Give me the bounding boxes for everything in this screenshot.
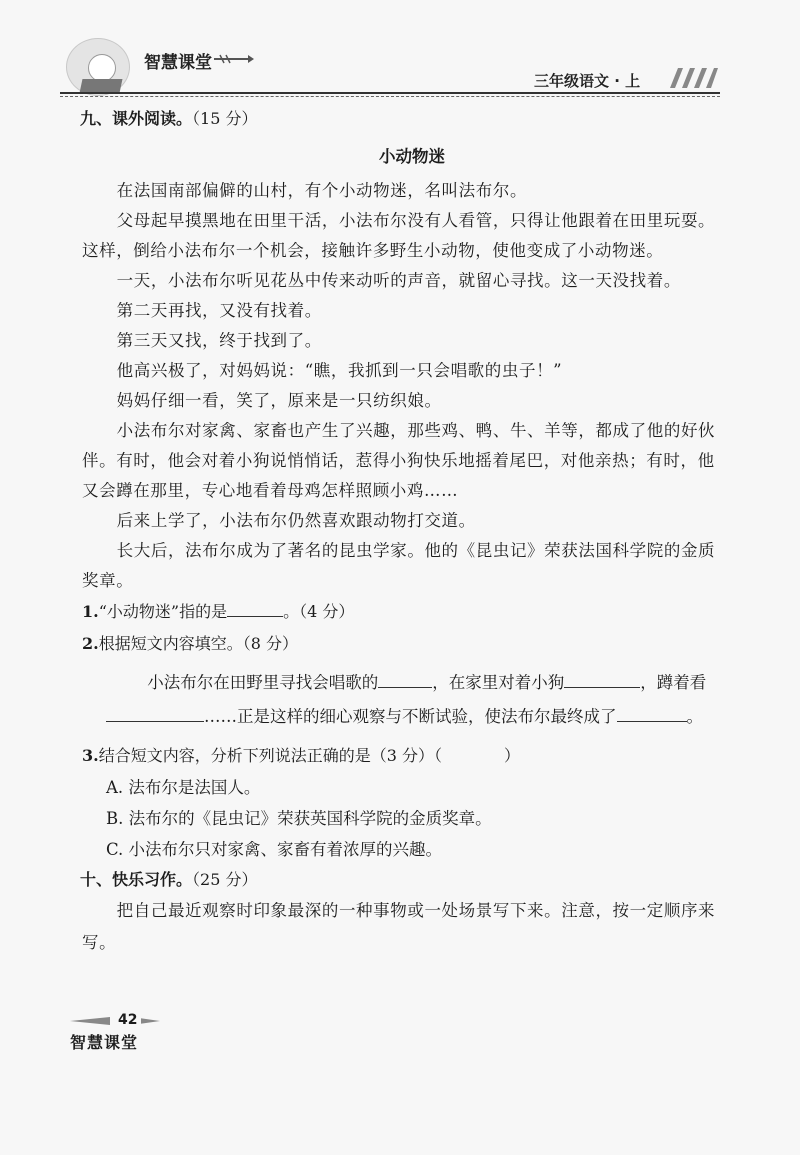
paragraph: 长大后，法布尔成为了著名的昆虫学家。他的《昆虫记》荣获法国科学院的金质奖章。 (82, 541, 716, 590)
page-footer (70, 1012, 180, 1052)
question-1: 1.“小动物迷”指的是 。（4 分） (82, 596, 722, 628)
paragraph: 父母起早摸黑地在田里干活，小法布尔没有人看管，只得让他跟着在田里玩耍。这样，倒给小法布尔一个机会，接触许多野生小动物，使他变成了小动物迷。 (82, 211, 716, 260)
paragraph: 第二天再找，又没有找着。 (116, 301, 322, 320)
question-2: 2.根据短文内容填空。（8 分） (82, 634, 298, 653)
answer-blank-q2-1[interactable] (378, 667, 432, 688)
paragraph: 第三天又找，终于找到了。 (116, 331, 322, 350)
answer-blank-q1[interactable] (227, 596, 283, 617)
footer-brand: 智慧课堂 (70, 1033, 139, 1052)
mascot-logo-icon (66, 38, 130, 96)
option-b[interactable]: B. 法布尔的《昆虫记》荣获英国科学院的金质奖章。 (106, 809, 492, 828)
option-a[interactable]: A. 法布尔是法国人。 (106, 778, 261, 797)
question-3: 3.结合短文内容，分析下列说法正确的是（3 分）（ ） (82, 746, 520, 765)
header-rule (60, 92, 720, 94)
question-2-fill-text: 小法布尔在田野里寻找会唱歌的 ，在家里对着小狗 ，蹲着看……正是这样的细心观察与不断试验，使法布尔最终成了 。 (82, 666, 722, 734)
grade-subject-label: 三年级语文 · 上 (534, 72, 641, 90)
passage-title: 小动物迷 (379, 147, 445, 166)
answer-blank-q2-3[interactable] (106, 701, 204, 722)
writing-prompt: 把自己最近观察时印象最深的一种事物或一处场景写下来。注意，按一定顺序来写。 (82, 901, 716, 952)
header-brand: 智慧课堂 (144, 53, 212, 73)
answer-blank-q2-2[interactable] (564, 667, 640, 688)
arrow-icon (214, 54, 254, 64)
paragraph: 妈妈仔细一看，笑了，原来是一只纺织娘。 (116, 391, 442, 410)
paragraph: 后来上学了，小法布尔仍然喜欢跟动物打交道。 (116, 511, 476, 530)
paragraph: 在法国南部偏僻的山村，有个小动物迷，名叫法布尔。 (116, 181, 528, 200)
paragraph: 他高兴极了，对妈妈说：“瞧，我抓到一只会唱歌的虫子！” (116, 361, 563, 380)
stripes-decoration-icon (666, 68, 718, 88)
section-9-heading: 九、课外阅读。（15 分） (80, 109, 258, 128)
header-dashed-rule (60, 96, 720, 97)
page-number: 42 (114, 1012, 141, 1028)
reading-passage (82, 176, 722, 596)
option-c[interactable]: C. 小法布尔只对家禽、家畜有着浓厚的兴趣。 (106, 840, 443, 859)
page-header (60, 36, 720, 98)
paragraph: 一天，小法布尔听见花丛中传来动听的声音，就留心寻找。这一天没找着。 (116, 271, 681, 290)
section-10-heading: 十、快乐习作。（25 分） (80, 870, 258, 889)
answer-blank-q2-4[interactable] (617, 701, 687, 722)
paragraph: 小法布尔对家禽、家畜也产生了兴趣，那些鸡、鸭、牛、羊等，都成了他的好伙伴。有时，他会对着小狗说悄悄话，惹得小狗快乐地摇着尾巴，对他亲热；有时，他又会蹲在那里，专心地看着母鸡怎样照顾小鸡…… (82, 421, 716, 500)
page-content (82, 104, 722, 959)
